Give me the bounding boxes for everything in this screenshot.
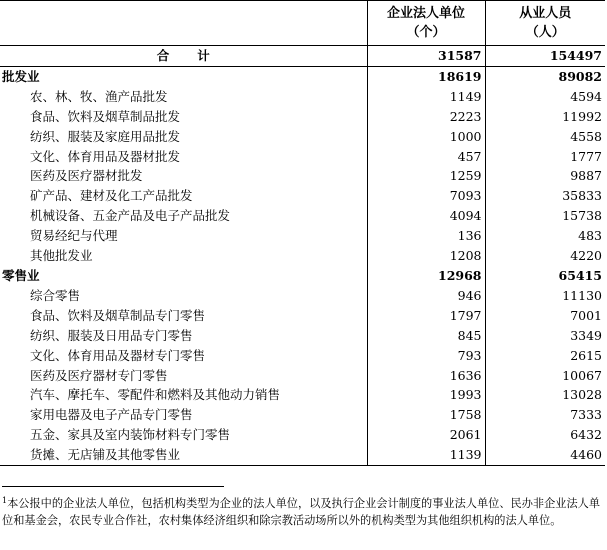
row-label: 机械设备、五金产品及电子产品批发 xyxy=(30,208,231,224)
row-label: 货摊、无店铺及其他零售业 xyxy=(0,445,367,465)
row-units: 946 xyxy=(367,286,485,306)
footnote-text: 本公报中的企业法人单位，包括机构类型为企业的法人单位，以及执行企业会计制度的事业法人单位、民办非企业法人单位和基金会，农民专业合作社，农村集体经济组织和除宗教活动场所以外的机构类型为其他组织机构的法人单位。 xyxy=(2,497,601,527)
table-row xyxy=(0,286,605,306)
table-row xyxy=(0,246,605,266)
row-units: 1149 xyxy=(367,87,485,107)
header-blank-cell xyxy=(0,1,367,46)
footnote-divider xyxy=(2,486,224,487)
row-employees: 11130 xyxy=(485,286,605,306)
row-employees: 483 xyxy=(485,226,605,246)
row-label: 医药及医疗器材批发 xyxy=(30,168,143,184)
table-row xyxy=(0,346,605,366)
row-employees: 6432 xyxy=(485,425,605,445)
category-label: 零售业 xyxy=(2,267,40,283)
table-header-row xyxy=(0,1,605,46)
footnote-mark: 1 xyxy=(2,496,8,505)
row-units: 4094 xyxy=(367,206,485,226)
row-employees: 11992 xyxy=(485,107,605,127)
row-employees: 1777 xyxy=(485,147,605,167)
table-row xyxy=(0,166,605,186)
row-label: 文化、体育用品及器材专门零售 xyxy=(30,347,206,363)
header-units xyxy=(367,1,485,46)
row-units: 1208 xyxy=(367,246,485,266)
row-employees: 4460 xyxy=(485,445,605,465)
category-employees: 65415 xyxy=(485,266,605,286)
row-units: 845 xyxy=(367,326,485,346)
table-row xyxy=(0,366,605,386)
category-employees: 89082 xyxy=(485,66,605,86)
row-units: 1259 xyxy=(367,166,485,186)
footnote xyxy=(2,492,605,529)
row-employees: 15738 xyxy=(485,206,605,226)
row-label: 其他批发业 xyxy=(30,248,93,264)
row-units: 793 xyxy=(367,346,485,366)
table-row xyxy=(0,445,605,465)
header-units-unit: （个） xyxy=(406,25,446,40)
table-row xyxy=(0,326,605,346)
row-employees: 10067 xyxy=(485,366,605,386)
row-units: 7093 xyxy=(367,186,485,206)
category-row xyxy=(0,266,605,286)
total-label: 合计 xyxy=(0,46,367,67)
row-employees: 3349 xyxy=(485,326,605,346)
row-employees: 4594 xyxy=(485,87,605,107)
row-label: 食品、饮料及烟草制品批发 xyxy=(30,108,181,124)
row-label: 矿产品、建材及化工产品批发 xyxy=(30,188,193,204)
row-units: 457 xyxy=(367,147,485,167)
table-row xyxy=(0,206,605,226)
header-employees-title: 从业人员 xyxy=(519,6,572,21)
header-units-title: 企业法人单位 xyxy=(386,6,465,21)
table-row xyxy=(0,107,605,127)
table-row xyxy=(0,405,605,425)
row-units: 136 xyxy=(367,226,485,246)
row-units: 1993 xyxy=(367,385,485,405)
row-label: 五金、家具及室内装饰材料专门零售 xyxy=(30,427,231,443)
row-label: 纺织、服装及家庭用品批发 xyxy=(30,128,181,144)
category-label: 批发业 xyxy=(2,68,40,84)
table-row xyxy=(0,127,605,147)
header-employees-unit: （人） xyxy=(525,25,565,40)
row-units: 2061 xyxy=(367,425,485,445)
row-label: 文化、体育用品及器材批发 xyxy=(30,148,181,164)
row-units: 1797 xyxy=(367,306,485,326)
header-employees xyxy=(485,1,605,46)
row-employees: 7333 xyxy=(485,405,605,425)
row-units: 2223 xyxy=(367,107,485,127)
category-units: 18619 xyxy=(367,66,485,86)
row-employees: 7001 xyxy=(485,306,605,326)
row-label: 医药及医疗器材专门零售 xyxy=(30,367,168,383)
row-label: 贸易经纪与代理 xyxy=(30,228,118,244)
table-row xyxy=(0,385,605,405)
row-employees: 4220 xyxy=(485,246,605,266)
category-row xyxy=(0,66,605,86)
row-units: 1139 xyxy=(367,445,485,465)
row-employees: 13028 xyxy=(485,385,605,405)
row-label: 汽车、摩托车、零配件和燃料及其他动力销售 xyxy=(30,387,281,403)
category-units: 12968 xyxy=(367,266,485,286)
row-label: 家用电器及电子产品专门零售 xyxy=(30,407,193,423)
row-label: 农、林、牧、渔产品批发 xyxy=(30,88,168,104)
table-row xyxy=(0,147,605,167)
row-employees: 9887 xyxy=(485,166,605,186)
row-units: 1000 xyxy=(367,127,485,147)
table-row xyxy=(0,87,605,107)
row-label: 食品、饮料及烟草制品专门零售 xyxy=(30,307,206,323)
table-row xyxy=(0,186,605,206)
total-employees: 154497 xyxy=(485,46,605,67)
row-units: 1636 xyxy=(367,366,485,386)
table-row xyxy=(0,226,605,246)
table-row xyxy=(0,306,605,326)
table-row xyxy=(0,425,605,445)
row-employees: 4558 xyxy=(485,127,605,147)
row-employees: 2615 xyxy=(485,346,605,366)
total-units: 31587 xyxy=(367,46,485,67)
row-units: 1758 xyxy=(367,405,485,425)
row-employees: 35833 xyxy=(485,186,605,206)
row-label: 综合零售 xyxy=(30,287,81,303)
total-row xyxy=(0,46,605,67)
row-label: 纺织、服装及日用品专门零售 xyxy=(30,327,193,343)
